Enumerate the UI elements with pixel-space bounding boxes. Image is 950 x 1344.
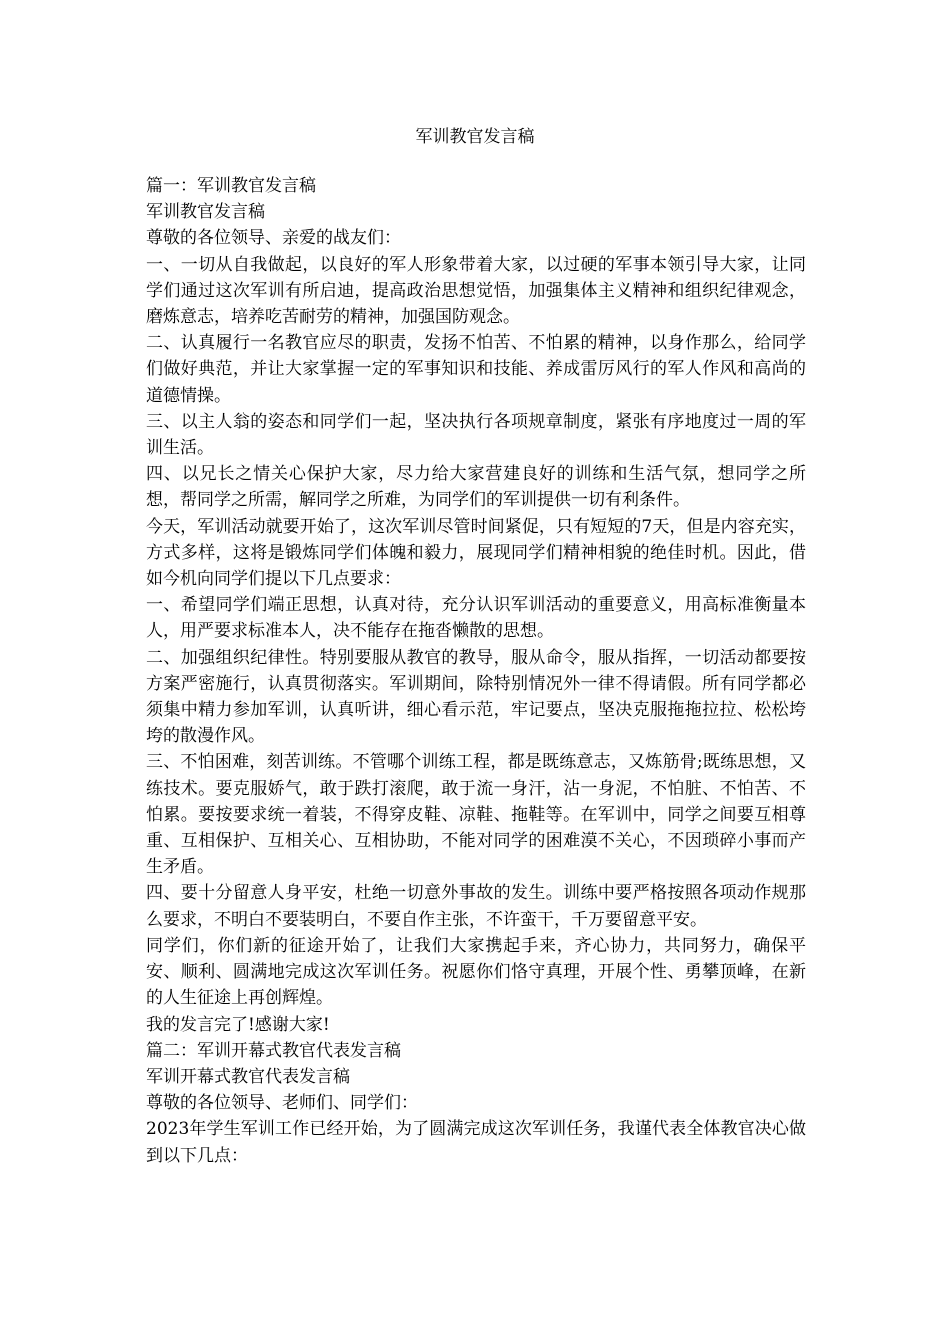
paragraph: 二、认真履行一名教官应尽的职责，发扬不怕苦、不怕累的精神，以身作那么，给同学们做好典范，并让大家掌握一定的军事知识和技能、养成雷厉风行的军人作风和高尚的道德情操。 — [146, 333, 806, 406]
salutation-2: 尊敬的各位领导、老师们、同学们： — [146, 1093, 418, 1114]
paragraph: 同学们，你们新的征途开始了，让我们大家携起手来，齐心协力，共同努力，确保平安、顺利、圆满地完成这次军训任务。祝愿你们恪守真理，开展个性、勇攀顶峰，在新的人生征途上再创辉煌。 — [146, 935, 806, 1009]
paragraph: 三、不怕困难，刻苦训练。不管哪个训练工程，都是既练意志，又炼筋骨;既练思想，又练技术。要克服娇气，敢于跌打滚爬，敢于流一身汗，沾一身泥，不怕脏、不怕苦、不怕累。要按要求统一着装，不得穿皮鞋、凉鞋、拖鞋等。在军训中，同学之间要互相尊重、互相保护、互相关心、互相协助，不能对同学的困难漠不关心，不因琐碎小事而产生矛盾。 — [146, 752, 806, 878]
paragraph: 今天，军训活动就要开始了，这次军训尽管时间紧促，只有短短的7天，但是内容充实，方式多样，这将是锻炼同学们体魄和毅力，展现同学们精神相貌的绝佳时机。因此，借如今机向同学们提以下几点要求： — [146, 516, 806, 590]
document-body — [146, 173, 806, 1169]
section-heading-1: 篇一：军训教官发言稿 — [146, 176, 316, 196]
paragraph: 四、要十分留意人身平安，杜绝一切意外事故的发生。训练中要严格按照各项动作规那么要求，不明白不要装明白，不要自作主张，不许蛮干，千万要留意平安。 — [146, 883, 806, 930]
speech-title-1: 军训教官发言稿 — [146, 202, 265, 223]
paragraph: 二、加强组织纪律性。特别要服从教官的教导，服从命令，服从指挥，一切活动都要按方案严密施行，认真贯彻落实。军训期间，除特别情况外一律不得请假。所有同学都必须集中精力参加军训，认真听讲，细心看示范，牢记要点，坚决克服拖拖拉拉、松松垮垮的散漫作风。 — [146, 647, 806, 747]
document-title: 军训教官发言稿 — [415, 127, 535, 147]
paragraph: 一、希望同学们端正思想，认真对待，充分认识军训活动的重要意义，用高标准衡量本人，用严要求标准本人，决不能存在拖沓懒散的思想。 — [146, 595, 806, 642]
section-heading-2: 篇二：军训开幕式教官代表发言稿 — [146, 1040, 401, 1061]
salutation-1: 尊敬的各位领导、亲爱的战友们： — [146, 228, 401, 249]
paragraph: 2023年学生军训工作已经开始，为了圆满完成这次军训任务，我谨代表全体教官决心做到以下几点： — [146, 1119, 806, 1166]
paragraph: 一、一切从自我做起，以良好的军人形象带着大家，以过硬的军事本领引导大家，让同学们通过这次军训有所启迪，提高政治思想觉悟，加强集体主义精神和组织纪律观念，磨炼意志，培养吃苦耐劳的精神，加强国防观念。 — [146, 254, 806, 328]
paragraph: 四、以兄长之情关心保护大家，尽力给大家营建良好的训练和生活气氛，想同学之所想，帮同学之所需，解同学之所难，为同学们的军训提供一切有利条件。 — [146, 464, 806, 511]
paragraph: 三、以主人翁的姿态和同学们一起，坚决执行各项规章制度，紧张有序地度过一周的军训生活。 — [146, 411, 806, 459]
speech-title-2: 军训开幕式教官代表发言稿 — [146, 1066, 350, 1087]
closing-line: 我的发言完了!感谢大家! — [146, 1014, 330, 1035]
